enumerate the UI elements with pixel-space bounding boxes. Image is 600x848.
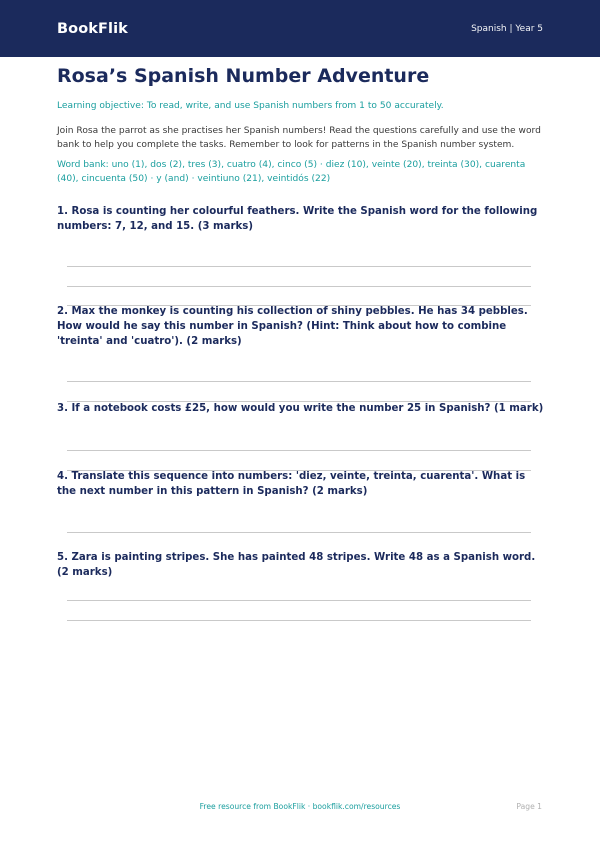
question-5: 5. Zara is painting stripes. She has painted 48 stripes. Write 48 as a Spanish word. (2 marks): [57, 552, 536, 578]
answer-line[interactable]: [67, 620, 531, 621]
brand-logo-text: BookFlik: [57, 20, 128, 37]
footer-resource-link[interactable]: Free resource from BookFlik · bookflik.com/resources: [199, 802, 401, 811]
page-title: Rosa’s Spanish Number Adventure: [57, 65, 430, 87]
answer-line[interactable]: [67, 450, 531, 451]
intro-paragraph: Join Rosa the parrot as she practises her Spanish numbers! Read the questions carefully and use the word bank to help you complete the tasks. Remember to look for patterns in the Spanish number system.: [57, 126, 541, 150]
learning-objective: Learning objective: To read, write, and use Spanish numbers from 1 to 50 accurately.: [57, 101, 444, 111]
question-2: 2. Max the monkey is counting his collection of shiny pebbles. He has 34 pebbles. How would he say this number in Spanish? (Hint: Think about how to combine 'treinta' and 'cuatro'). (2 marks): [57, 306, 528, 347]
answer-line[interactable]: [67, 266, 531, 267]
question-3: 3. If a notebook costs £25, how would you write the number 25 in Spanish? (1 mark): [57, 403, 544, 414]
answer-line[interactable]: [67, 381, 531, 382]
page-footer: [0, 802, 600, 814]
question-1: 1. Rosa is counting her colourful feathers. Write the Spanish word for the following numbers: 7, 12, and 15. (3 marks): [57, 206, 538, 232]
subject-year-label: Spanish | Year 5: [471, 23, 543, 34]
answer-line[interactable]: [67, 532, 531, 533]
answer-line[interactable]: [67, 286, 531, 287]
answer-line[interactable]: [67, 600, 531, 601]
word-bank: Word bank: uno (1), dos (2), tres (3), cuatro (4), cinco (5) · diez (10), veinte (20), treinta (30), cuarenta (40), cincuenta (50) · y (and) · veintiuno (21), veintidós (22): [57, 160, 526, 184]
question-4: 4. Translate this sequence into numbers: 'diez, veinte, treinta, cuarenta'. What is the next number in this pattern in Spanish? (2 marks): [57, 471, 526, 497]
page-number: Page 1: [516, 802, 542, 811]
page-header: [0, 0, 600, 57]
